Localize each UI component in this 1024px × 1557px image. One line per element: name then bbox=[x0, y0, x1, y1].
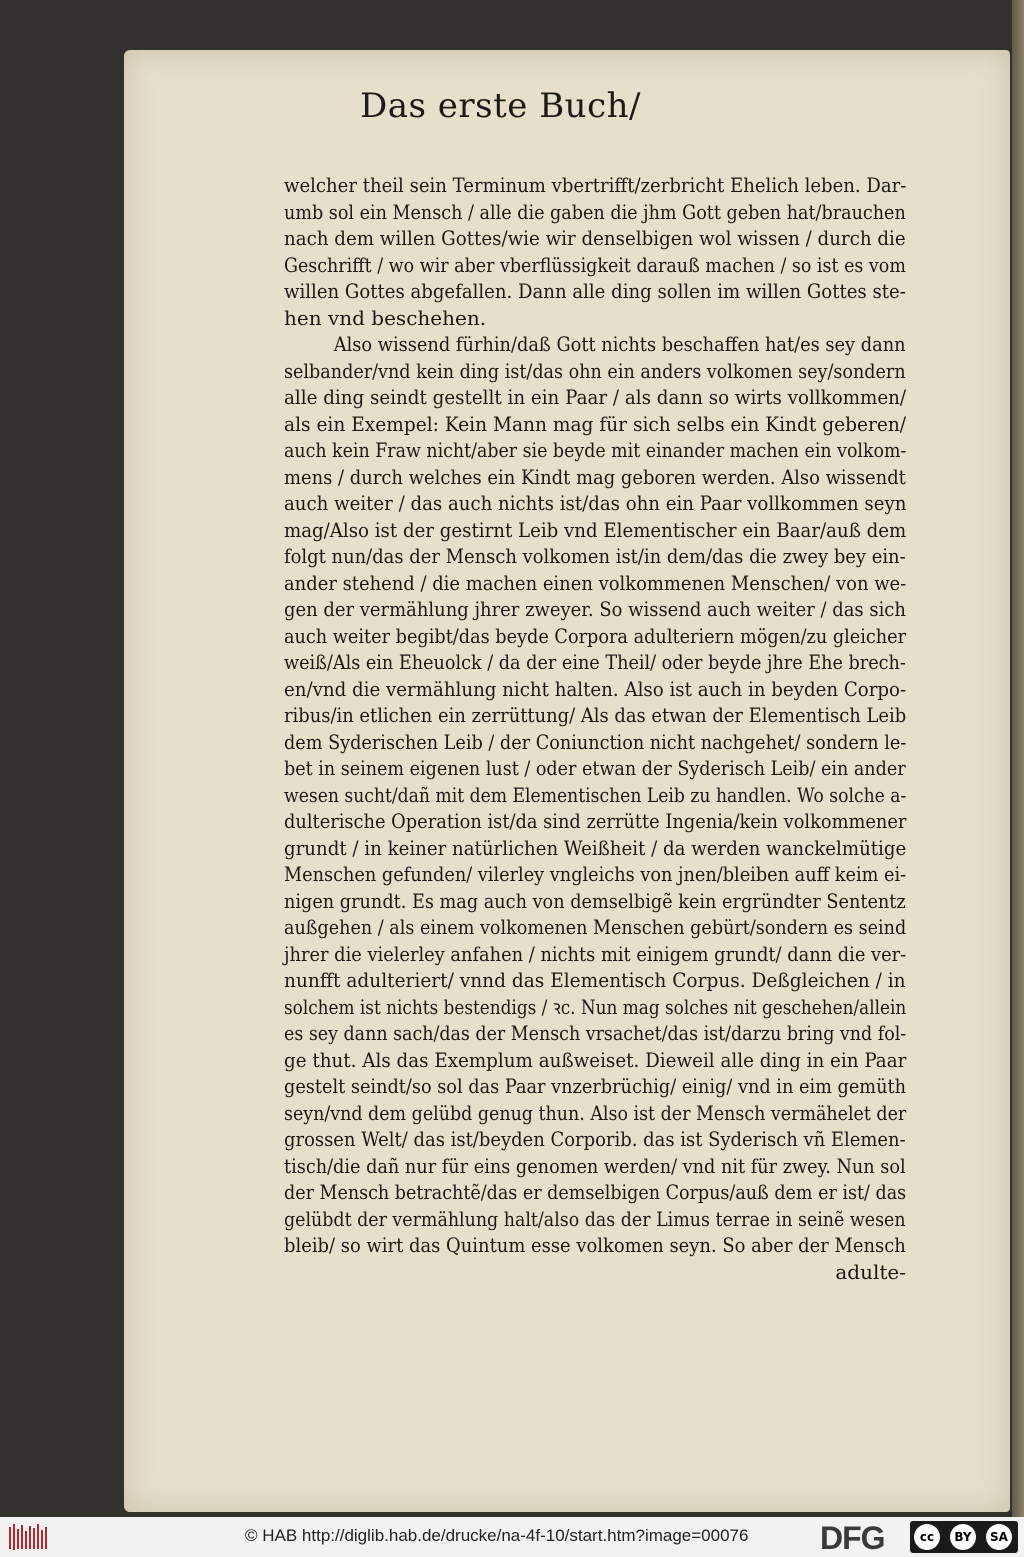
text-line: dulterische Operation ist/da sind zerrütte Ingenia/kein volkommener bbox=[284, 809, 907, 833]
citation-link[interactable]: © HAB http://diglib.hab.de/drucke/na-4f-10/start.htm?image=00076 bbox=[245, 1526, 749, 1545]
by-icon: BY bbox=[950, 1524, 976, 1550]
running-head: Das erste Buch/ bbox=[360, 86, 641, 126]
text-line: Menschen gefunden/ vilerley vngleichs von jnen/bleiben auff keim ei- bbox=[284, 862, 907, 886]
text-line: umb sol ein Mensch / alle die gaben die jhm Gott geben hat/brauchen bbox=[284, 199, 906, 224]
cc-license-badge[interactable] bbox=[910, 1521, 1018, 1553]
text-line: auch kein Fraw nicht/aber sie beyde mit einander machen ein volkom- bbox=[284, 438, 907, 462]
footer-bar bbox=[0, 1517, 1024, 1557]
text-line: jhrer die vielerley anfahen / nichts mit einigem grundt/ dann die ver- bbox=[284, 941, 907, 966]
dfg-logo: DFG bbox=[820, 1520, 885, 1556]
cc-icon: cc bbox=[914, 1524, 940, 1550]
text-line: grossen Welt/ das ist/beyden Corporib. das ist Syderisch vñ Elemen- bbox=[284, 1127, 906, 1151]
text-line: en/vnd die vermählung nicht halten. Also ist auch in beyden Corpo- bbox=[284, 676, 907, 701]
text-line: es sey dann sach/das der Mensch vrsachet/das ist/darzu bring vnd fol- bbox=[284, 1021, 907, 1045]
text-line: ander stehend / die machen einen volkommenen Menschen/ von we- bbox=[284, 570, 907, 595]
text-line: nach dem willen Gottes/wie wir denselbigen wol wissen / durch die bbox=[284, 226, 906, 250]
text-line: ribus/in etlichen ein zerrüttung/ Als das etwan der Elementisch Leib bbox=[284, 703, 907, 727]
text-line: hen vnd beschehen. bbox=[284, 305, 487, 330]
next-page-edge bbox=[1012, 0, 1024, 1517]
text-line: solchem ist nichts bestendigs / ꝛc. Nun mag solches nit geschehen/allein bbox=[284, 994, 907, 1019]
catchword: adulte- bbox=[835, 1259, 906, 1284]
text-line: mens / durch welches ein Kindt mag geboren werden. Also wissendt bbox=[284, 464, 906, 489]
text-line: grundt / in keiner natürlichen Weißheit / da werden wanckelmütige bbox=[284, 835, 907, 860]
text-line: Also wissend fürhin/daß Gott nichts beschaffen hat/es sey dann bbox=[333, 332, 906, 356]
text-line: bet in seinem eigenen lust / oder etwan der Syderisch Leib/ ein ander bbox=[284, 756, 906, 780]
text-line: weiß/Als ein Eheuolck / da der eine Theil/ oder beyde jhre Ehe brech- bbox=[284, 650, 906, 674]
text-line: selbander/vnd kein ding ist/das ohn ein anders volkomen sey/sondern bbox=[284, 358, 906, 383]
sa-icon: SA bbox=[986, 1524, 1012, 1550]
text-line: seyn/vnd dem gelübd genug thun. Also ist der Mensch vermähelet der bbox=[284, 1100, 907, 1125]
text-line: wesen sucht/dañ mit dem Elementischen Leib zu handlen. Wo solche a- bbox=[284, 782, 907, 807]
text-line: gelübdt der vermählung halt/also das der Limus terrae in seinẽ wesen bbox=[284, 1206, 906, 1231]
text-line: mag/Also ist der gestirnt Leib vnd Elementischer ein Baar/auß dem bbox=[284, 517, 907, 542]
text-line: der Mensch betrachtẽ/das er demselbigen Corpus/auß dem er ist/ das bbox=[284, 1180, 907, 1204]
text-line: gen der vermählung jhrer zweyer. So wissend auch weiter / das sich bbox=[284, 597, 906, 621]
text-line: außgehen / als einem volkomenen Menschen gebürt/sondern es seind bbox=[284, 915, 907, 939]
text-line: gestelt seindt/so sol das Paar vnzerbrüchig/ einig/ vnd in eim gemüth bbox=[284, 1074, 906, 1098]
text-line: tisch/die dañ nur für eins genomen werden/ vnd nit für zwey. Nun sol bbox=[284, 1153, 906, 1178]
text-line: auch weiter / das auch nichts ist/das ohn ein Paar vollkommen seyn bbox=[284, 491, 907, 515]
body-text bbox=[284, 172, 906, 1285]
text-line: bleib/ so wirt das Quintum esse volkomen seyn. So aber der Mensch bbox=[284, 1233, 906, 1257]
hab-logo-icon bbox=[8, 1521, 50, 1553]
text-line: welcher theil sein Terminum vbertrifft/zerbricht Ehelich leben. Dar- bbox=[284, 173, 907, 197]
text-line: als ein Exempel: Kein Mann mag für sich selbs ein Kindt geberen/ bbox=[284, 411, 907, 436]
text-line: alle ding seindt gestellt in ein Paar / als dann so wirts vollkommen/ bbox=[284, 385, 907, 409]
text-line: nigen grundt. Es mag auch von demselbigẽ kein ergründter Sententz bbox=[284, 888, 906, 913]
text-line: nunfft adulteriert/ vnnd das Elementisch Corpus. Deßgleichen / in bbox=[284, 968, 906, 992]
text-line: auch weiter begibt/das beyde Corpora adulteriern mögen/zu gleicher bbox=[284, 623, 907, 648]
text-line: willen Gottes abgefallen. Dann alle ding sollen im willen Gottes ste- bbox=[284, 279, 906, 303]
text-line: dem Syderischen Leib / der Coniunction nicht nachgehet/ sondern le- bbox=[284, 729, 907, 754]
text-line: ge thut. Als das Exemplum außweiset. Dieweil alle ding in ein Paar bbox=[284, 1047, 907, 1072]
text-line: Geschrifft / wo wir aber vberflüssigkeit darauß machen / so ist es vom bbox=[284, 252, 906, 277]
text-line: folgt nun/das der Mensch volkomen ist/in dem/das die zwey bey ein- bbox=[284, 544, 906, 568]
